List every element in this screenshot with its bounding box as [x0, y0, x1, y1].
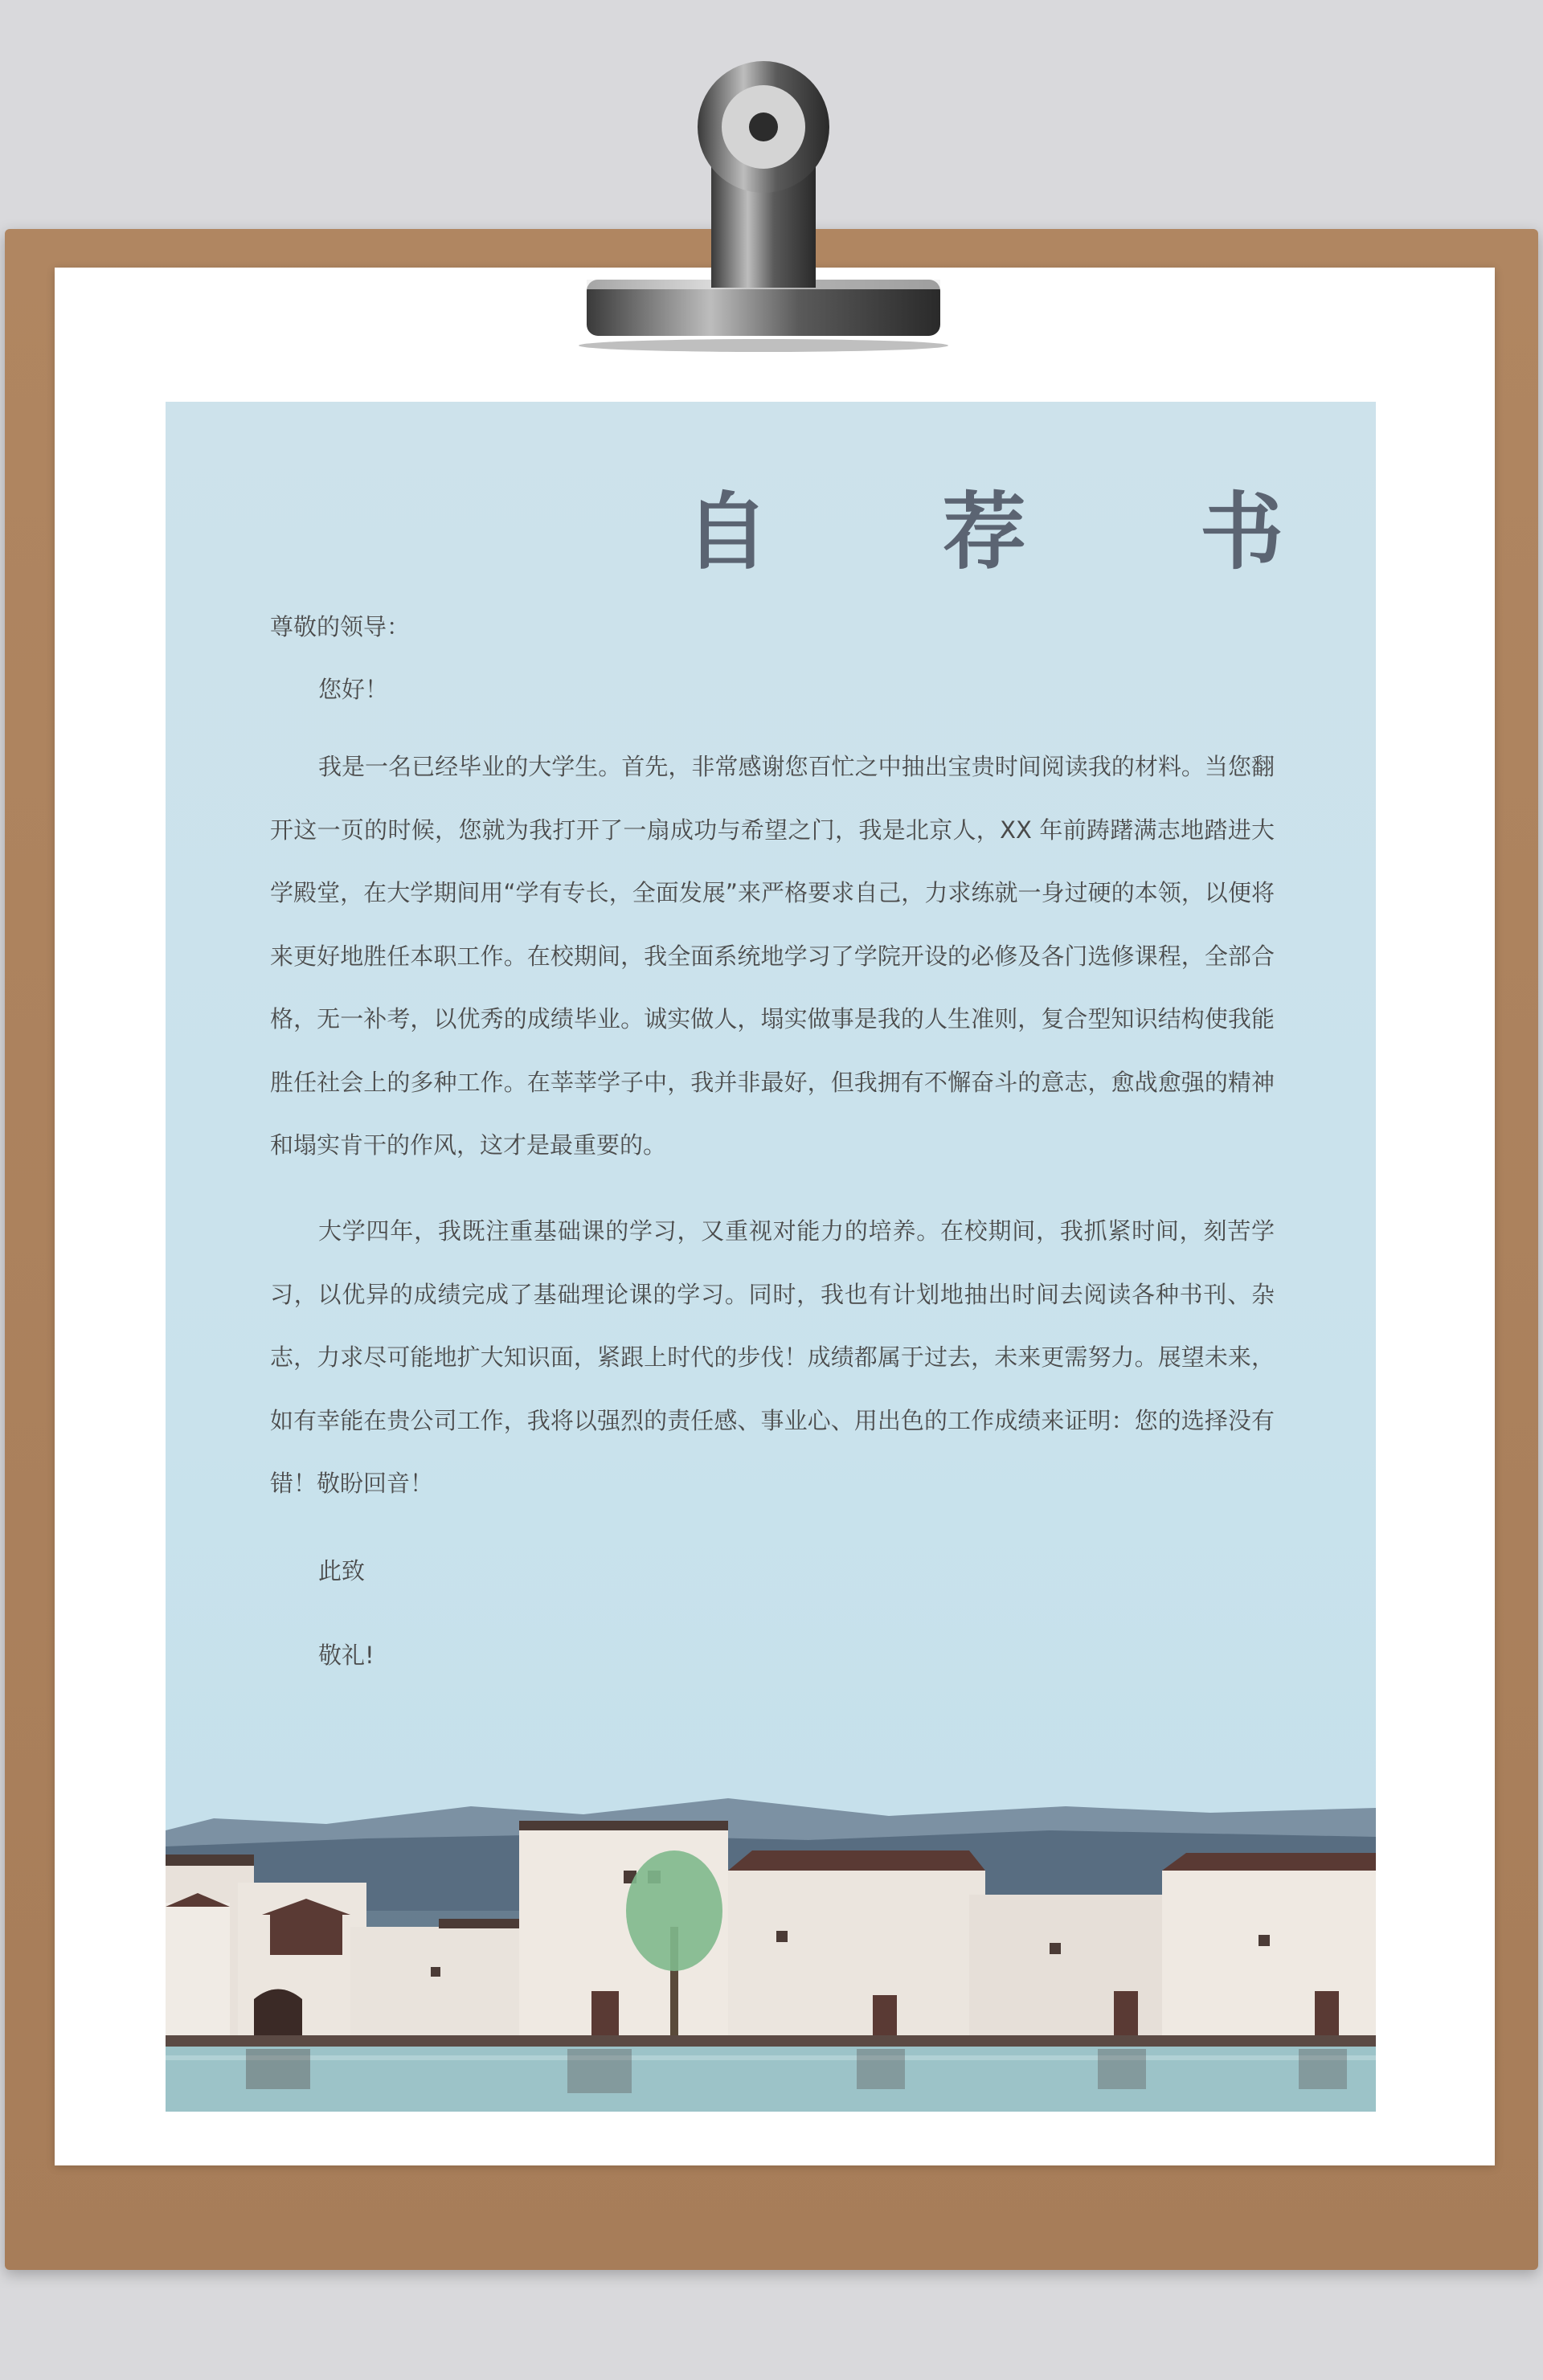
paragraph-1: 我是一名已经毕业的大学生。首先，非常感谢您百忙之中抽出宝贵时间阅读我的材料。当您翻开这一页的时候，您就为我打开了一扇成功与希望之门，我是北京人，XX 年前踌躇满志地踏进大学殿堂，在大学期间用“学有专长，全面发展”来严格要求自己，力求练就一身过硬的本领，以便将来更好地胜任本职工作。在校期间，我全面系统地学习了学院开设的必修及各门选修课程，全部合格，无一补考，以优秀的成绩毕业。诚实做人，塌实做事是我的人生准则，复合型知识结构使我能胜任社会上的多种工作。在莘莘学子中，我并非最好，但我拥有不懈奋斗的意志，愈战愈强的精神和塌实肯干的作风，这才是最重要的。	[270, 753, 1275, 1159]
greeting: 尊敬的领导：	[270, 613, 411, 640]
binder-clip-icon	[579, 47, 948, 352]
salutation: 您好！	[318, 676, 389, 703]
letter	[166, 402, 1376, 2112]
letter-title: 自 荐 书	[685, 482, 1356, 581]
closing-line-2: 敬礼!	[318, 1642, 374, 1669]
paragraph-2: 大学四年，我既注重基础课的学习，又重视对能力的培养。在校期间，我抓紧时间，刻苦学习，以优异的成绩完成了基础理论课的学习。同时，我也有计划地抽出时间去阅读各种书刊、杂志，力求尽可能地扩大知识面，紧跟上时代的步伐！成绩都属于过去，未来更需努力。展望未来，如有幸能在贵公司工作，我将以强烈的责任感、事业心、用出色的工作成绩来证明：您的选择没有错！敬盼回音！	[270, 1217, 1275, 1497]
closing-line-1: 此致	[318, 1557, 366, 1585]
village-scene-illustration	[166, 1750, 1376, 2112]
